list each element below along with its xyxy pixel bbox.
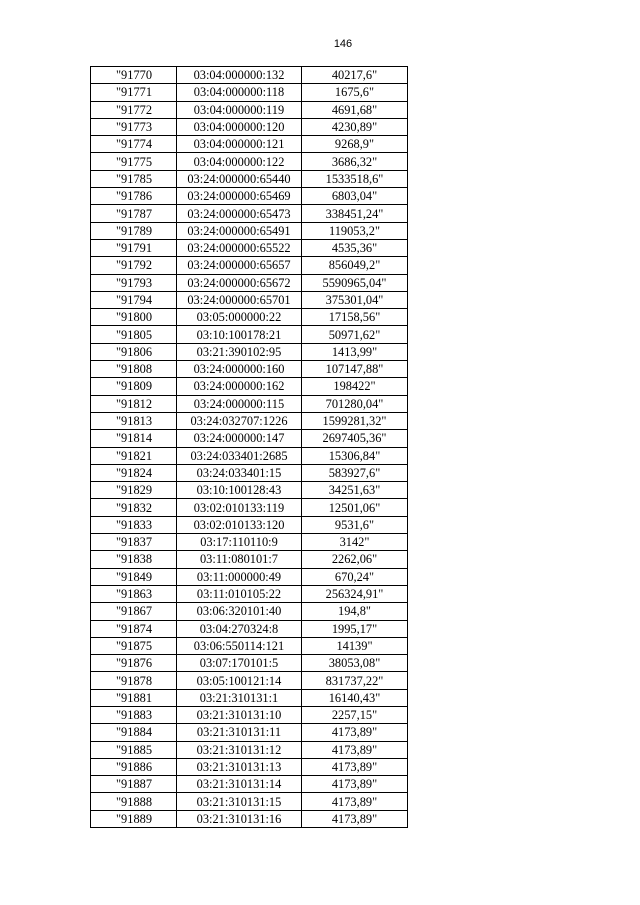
row-code-cell: "91775: [91, 153, 177, 170]
row-value-cell: 4173,89": [302, 724, 408, 741]
row-value-cell: 256324,91": [302, 585, 408, 602]
row-value-cell: 6803,04": [302, 188, 408, 205]
row-cadastral-cell: 03:24:000000:65701: [177, 291, 302, 308]
row-cadastral-cell: 03:21:310131:14: [177, 776, 302, 793]
row-value-cell: 17158,56": [302, 309, 408, 326]
table-row: [91, 585, 408, 602]
row-cadastral-cell: 03:24:000000:115: [177, 395, 302, 412]
row-value-cell: 15306,84": [302, 447, 408, 464]
row-cadastral-cell: 03:24:033401:2685: [177, 447, 302, 464]
row-code-cell: "91821: [91, 447, 177, 464]
row-value-cell: 831737,22": [302, 672, 408, 689]
row-code-cell: "91805: [91, 326, 177, 343]
table-row: [91, 291, 408, 308]
table-row: [91, 430, 408, 447]
row-code-cell: "91874: [91, 620, 177, 637]
row-cadastral-cell: 03:24:000000:65522: [177, 239, 302, 256]
row-value-cell: 4173,89": [302, 758, 408, 775]
row-value-cell: 4173,89": [302, 741, 408, 758]
row-code-cell: "91886: [91, 758, 177, 775]
row-cadastral-cell: 03:17:110110:9: [177, 534, 302, 551]
row-cadastral-cell: 03:21:310131:11: [177, 724, 302, 741]
row-code-cell: "91806: [91, 343, 177, 360]
table-body: [91, 67, 408, 828]
row-cadastral-cell: 03:02:010133:120: [177, 516, 302, 533]
row-code-cell: "91883: [91, 706, 177, 723]
row-value-cell: 4691,68": [302, 101, 408, 118]
row-value-cell: 1995,17": [302, 620, 408, 637]
row-cadastral-cell: 03:21:310131:15: [177, 793, 302, 810]
row-code-cell: "91824: [91, 464, 177, 481]
row-code-cell: "91789: [91, 222, 177, 239]
table-row: [91, 343, 408, 360]
row-cadastral-cell: 03:07:170101:5: [177, 655, 302, 672]
row-cadastral-cell: 03:04:000000:122: [177, 153, 302, 170]
row-cadastral-cell: 03:10:100178:21: [177, 326, 302, 343]
row-cadastral-cell: 03:04:000000:121: [177, 136, 302, 153]
table-row: [91, 84, 408, 101]
table-row: [91, 153, 408, 170]
row-value-cell: 856049,2": [302, 257, 408, 274]
row-value-cell: 198422": [302, 378, 408, 395]
row-cadastral-cell: 03:11:080101:7: [177, 551, 302, 568]
row-cadastral-cell: 03:04:000000:119: [177, 101, 302, 118]
table-row: [91, 689, 408, 706]
table-row: [91, 136, 408, 153]
table-row: [91, 205, 408, 222]
table-row: [91, 776, 408, 793]
row-value-cell: 1533518,6": [302, 170, 408, 187]
row-value-cell: 38053,08": [302, 655, 408, 672]
table-row: [91, 464, 408, 481]
row-value-cell: 5590965,04": [302, 274, 408, 291]
row-code-cell: "91881: [91, 689, 177, 706]
row-value-cell: 50971,62": [302, 326, 408, 343]
table-row: [91, 222, 408, 239]
row-value-cell: 40217,6": [302, 67, 408, 84]
row-cadastral-cell: 03:02:010133:119: [177, 499, 302, 516]
row-value-cell: 4173,89": [302, 810, 408, 827]
table-row: [91, 447, 408, 464]
row-code-cell: "91794: [91, 291, 177, 308]
row-code-cell: "91787: [91, 205, 177, 222]
row-cadastral-cell: 03:21:310131:1: [177, 689, 302, 706]
row-code-cell: "91885: [91, 741, 177, 758]
row-cadastral-cell: 03:10:100128:43: [177, 482, 302, 499]
row-value-cell: 4173,89": [302, 793, 408, 810]
table-row: [91, 706, 408, 723]
row-value-cell: 9268,9": [302, 136, 408, 153]
row-code-cell: "91793: [91, 274, 177, 291]
row-cadastral-cell: 03:04:270324:8: [177, 620, 302, 637]
row-code-cell: "91800: [91, 309, 177, 326]
table-row: [91, 188, 408, 205]
row-value-cell: 4230,89": [302, 118, 408, 135]
row-value-cell: 4173,89": [302, 776, 408, 793]
row-code-cell: "91832: [91, 499, 177, 516]
row-code-cell: "91812: [91, 395, 177, 412]
row-value-cell: 14139": [302, 637, 408, 654]
table-row: [91, 637, 408, 654]
row-code-cell: "91792: [91, 257, 177, 274]
row-value-cell: 119053,2": [302, 222, 408, 239]
row-cadastral-cell: 03:04:000000:132: [177, 67, 302, 84]
table-row: [91, 361, 408, 378]
row-cadastral-cell: 03:21:310131:10: [177, 706, 302, 723]
table-row: [91, 620, 408, 637]
row-value-cell: 375301,04": [302, 291, 408, 308]
row-code-cell: "91867: [91, 603, 177, 620]
table-row: [91, 257, 408, 274]
row-cadastral-cell: 03:24:000000:65657: [177, 257, 302, 274]
row-cadastral-cell: 03:04:000000:118: [177, 84, 302, 101]
table-row: [91, 724, 408, 741]
row-code-cell: "91884: [91, 724, 177, 741]
table-row: [91, 239, 408, 256]
row-code-cell: "91878: [91, 672, 177, 689]
row-code-cell: "91837: [91, 534, 177, 551]
row-cadastral-cell: 03:24:000000:162: [177, 378, 302, 395]
row-cadastral-cell: 03:11:000000:49: [177, 568, 302, 585]
table-row: [91, 309, 408, 326]
row-code-cell: "91876: [91, 655, 177, 672]
table-row: [91, 603, 408, 620]
row-code-cell: "91770: [91, 67, 177, 84]
row-value-cell: 583927,6": [302, 464, 408, 481]
data-table: [90, 66, 408, 828]
table-row: [91, 274, 408, 291]
row-code-cell: "91785: [91, 170, 177, 187]
table-row: [91, 378, 408, 395]
row-value-cell: 3686,32": [302, 153, 408, 170]
row-code-cell: "91888: [91, 793, 177, 810]
row-value-cell: 1675,6": [302, 84, 408, 101]
table-row: [91, 170, 408, 187]
row-cadastral-cell: 03:24:000000:65440: [177, 170, 302, 187]
row-cadastral-cell: 03:21:310131:16: [177, 810, 302, 827]
table-row: [91, 482, 408, 499]
row-code-cell: "91771: [91, 84, 177, 101]
row-value-cell: 1599281,32": [302, 412, 408, 429]
row-code-cell: "91875: [91, 637, 177, 654]
row-cadastral-cell: 03:24:000000:160: [177, 361, 302, 378]
row-cadastral-cell: 03:05:100121:14: [177, 672, 302, 689]
row-code-cell: "91833: [91, 516, 177, 533]
table-row: [91, 516, 408, 533]
row-code-cell: "91887: [91, 776, 177, 793]
row-code-cell: "91772: [91, 101, 177, 118]
row-code-cell: "91809: [91, 378, 177, 395]
row-code-cell: "91773: [91, 118, 177, 135]
row-value-cell: 107147,88": [302, 361, 408, 378]
row-cadastral-cell: 03:24:032707:1226: [177, 412, 302, 429]
row-value-cell: 2257,15": [302, 706, 408, 723]
row-value-cell: 3142": [302, 534, 408, 551]
row-code-cell: "91774: [91, 136, 177, 153]
table-row: [91, 810, 408, 827]
row-code-cell: "91808: [91, 361, 177, 378]
row-cadastral-cell: 03:24:000000:147: [177, 430, 302, 447]
row-cadastral-cell: 03:06:320101:40: [177, 603, 302, 620]
row-value-cell: 2262,06": [302, 551, 408, 568]
row-cadastral-cell: 03:21:310131:12: [177, 741, 302, 758]
row-code-cell: "91829: [91, 482, 177, 499]
row-cadastral-cell: 03:24:000000:65491: [177, 222, 302, 239]
row-code-cell: "91838: [91, 551, 177, 568]
table-row: [91, 67, 408, 84]
row-code-cell: "91813: [91, 412, 177, 429]
row-code-cell: "91786: [91, 188, 177, 205]
table-row: [91, 118, 408, 135]
table-row: [91, 395, 408, 412]
row-cadastral-cell: 03:24:000000:65672: [177, 274, 302, 291]
row-cadastral-cell: 03:04:000000:120: [177, 118, 302, 135]
table-row: [91, 326, 408, 343]
row-cadastral-cell: 03:21:310131:13: [177, 758, 302, 775]
table-row: [91, 672, 408, 689]
row-value-cell: 16140,43": [302, 689, 408, 706]
row-cadastral-cell: 03:24:000000:65473: [177, 205, 302, 222]
table-row: [91, 655, 408, 672]
row-cadastral-cell: 03:11:010105:22: [177, 585, 302, 602]
row-value-cell: 701280,04": [302, 395, 408, 412]
table-row: [91, 758, 408, 775]
row-value-cell: 4535,36": [302, 239, 408, 256]
row-code-cell: "91791: [91, 239, 177, 256]
table-row: [91, 499, 408, 516]
table-row: [91, 741, 408, 758]
row-code-cell: "91863: [91, 585, 177, 602]
row-value-cell: 2697405,36": [302, 430, 408, 447]
row-cadastral-cell: 03:24:000000:65469: [177, 188, 302, 205]
table-row: [91, 568, 408, 585]
table-row: [91, 793, 408, 810]
row-value-cell: 9531,6": [302, 516, 408, 533]
row-cadastral-cell: 03:05:000000:22: [177, 309, 302, 326]
row-value-cell: 1413,99": [302, 343, 408, 360]
row-value-cell: 194,8": [302, 603, 408, 620]
row-code-cell: "91849: [91, 568, 177, 585]
row-cadastral-cell: 03:21:390102:95: [177, 343, 302, 360]
row-cadastral-cell: 03:06:550114:121: [177, 637, 302, 654]
table-row: [91, 551, 408, 568]
row-value-cell: 12501,06": [302, 499, 408, 516]
row-code-cell: "91814: [91, 430, 177, 447]
row-value-cell: 34251,63": [302, 482, 408, 499]
table-row: [91, 534, 408, 551]
row-value-cell: 338451,24": [302, 205, 408, 222]
table-row: [91, 412, 408, 429]
row-code-cell: "91889: [91, 810, 177, 827]
row-cadastral-cell: 03:24:033401:15: [177, 464, 302, 481]
row-value-cell: 670,24": [302, 568, 408, 585]
page-number: 146: [333, 38, 353, 50]
table-row: [91, 101, 408, 118]
